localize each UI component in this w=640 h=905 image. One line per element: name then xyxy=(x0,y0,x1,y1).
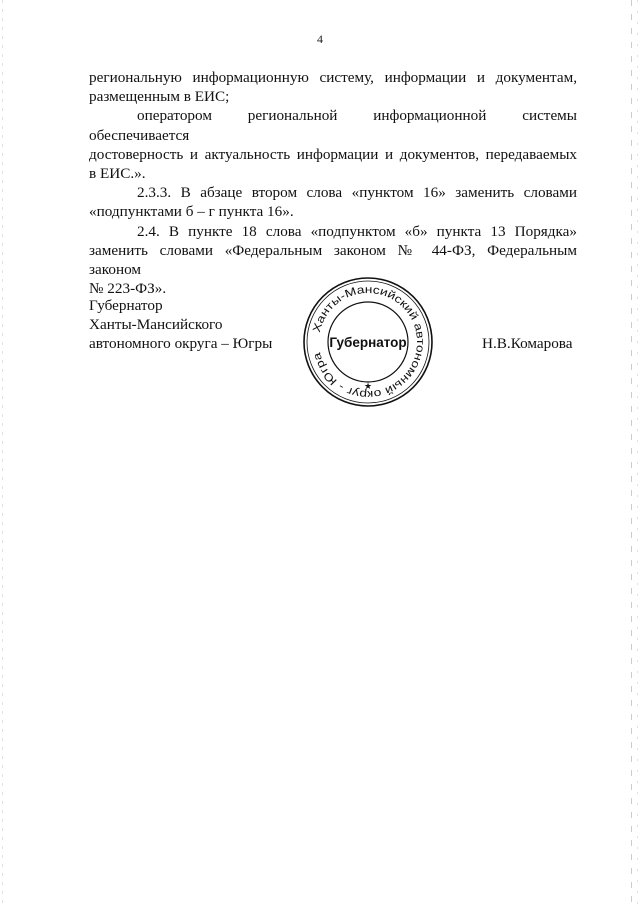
seal-ring-text: Ханты-Мансийский автономный округ - Югра xyxy=(311,283,427,401)
signatory-title-line: Ханты-Мансийского xyxy=(89,316,223,333)
signatory-name: Н.В.Комарова xyxy=(482,335,573,352)
scan-edge-right-inner xyxy=(637,0,638,905)
paragraph-line: «подпунктами б – г пункта 16». xyxy=(89,203,294,221)
signatory-title xyxy=(89,296,272,353)
paragraph-line: 2.3.3. В абзаце втором слова «пунктом 16» заменить словами xyxy=(137,184,577,202)
paragraph-line: размещенным в ЕИС; xyxy=(89,88,230,106)
scan-edge-left xyxy=(2,0,3,905)
seal-center-text: Губернатор xyxy=(329,335,407,350)
official-seal xyxy=(300,274,436,410)
page-number: 4 xyxy=(317,32,323,46)
scan-edge-right xyxy=(631,0,632,905)
paragraph-line: № 223-ФЗ». xyxy=(89,280,167,298)
signatory-title-line: Губернатор xyxy=(89,297,163,314)
signatory-title-line: автономного округа – Югры xyxy=(89,335,273,352)
body-text xyxy=(89,68,577,298)
paragraph-line: 2.4. В пункте 18 слова «подпунктом «б» пункта 13 Порядка» xyxy=(137,222,577,240)
paragraph-line: в ЕИС.». xyxy=(89,165,146,183)
paragraph-line: заменить словами «Федеральным законом № 44-ФЗ, Федеральным законом xyxy=(89,241,577,279)
seal-star-icon: ★ xyxy=(363,382,373,392)
paragraph-line: достоверность и актуальность информации и документов, передаваемых xyxy=(89,145,577,163)
paragraph-line: региональную информационную систему, информации и документам, xyxy=(89,69,577,86)
paragraph-line: оператором региональной информационной системы обеспечивается xyxy=(89,107,577,144)
